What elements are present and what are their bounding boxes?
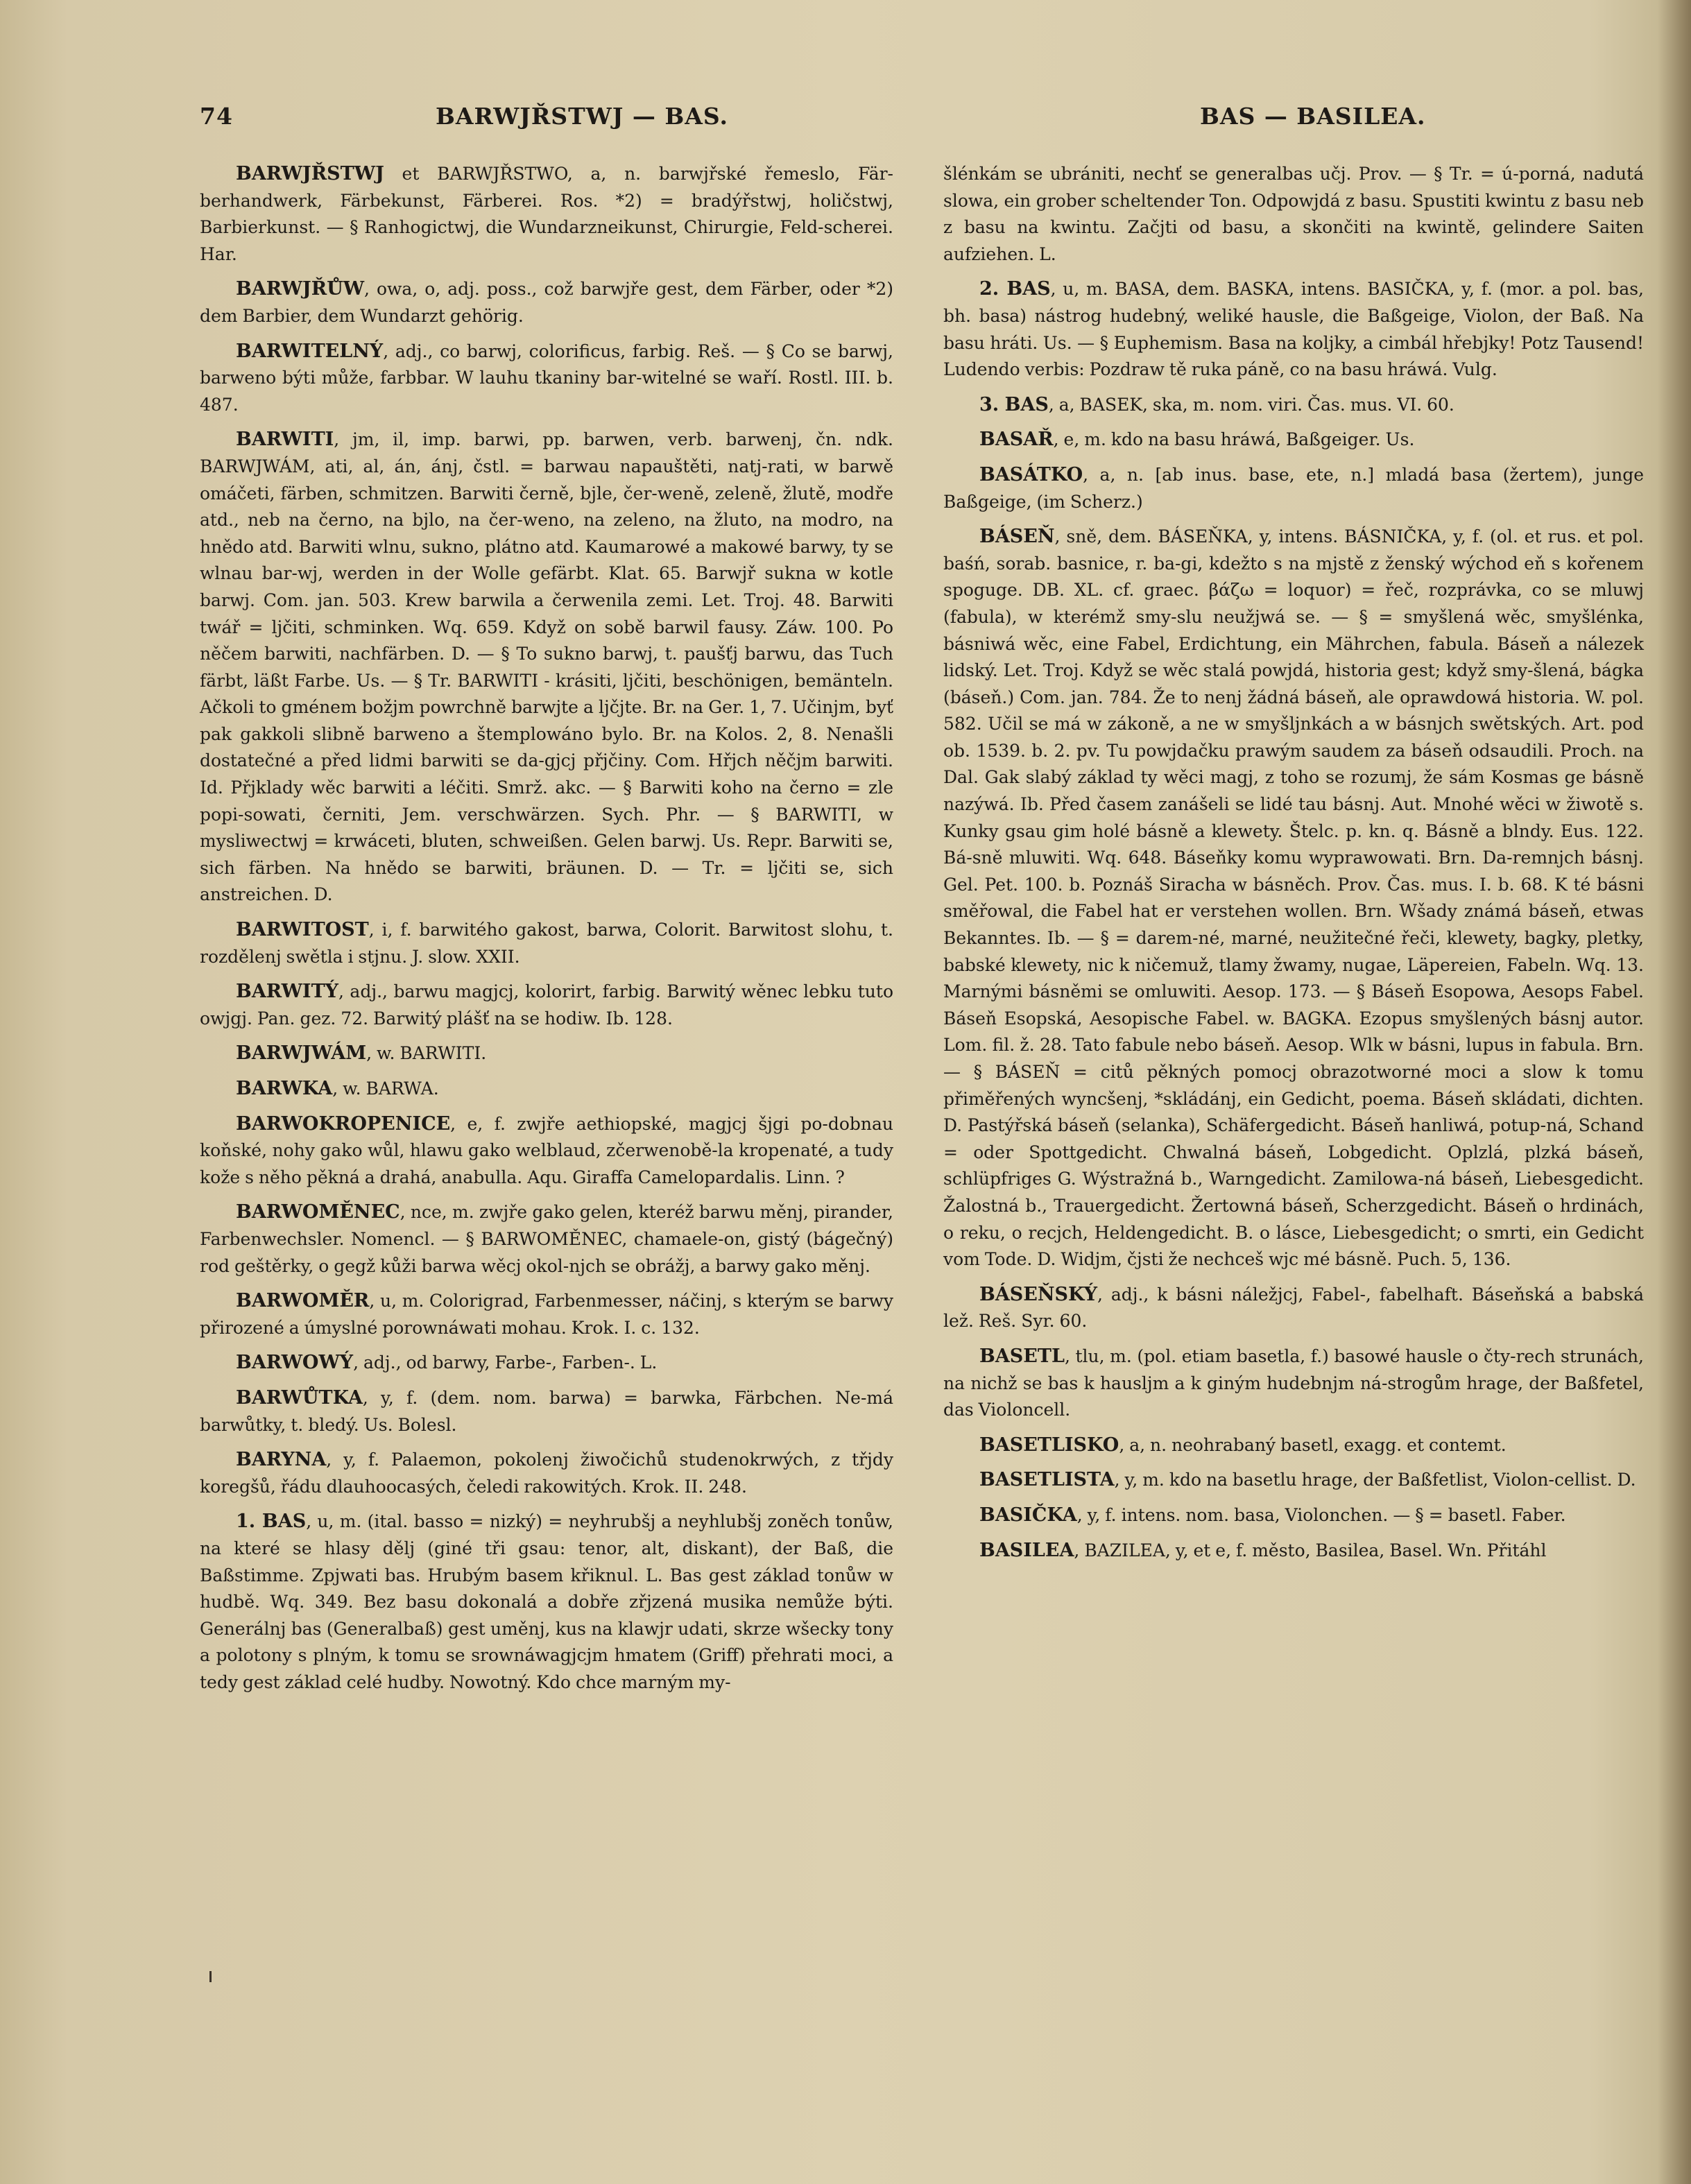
entry-text: , jm, il, imp. barwi, pp. barwen, verb. barwenj, čn. ndk. BARWJWÁM, ati, al, án, ánj, čstl. = barwau napauštěti, natj-rati, w barwě omáčeti, färben, schmitzen. Barwiti černě, bjle, čer-weně, zeleně, žlutě, modře atd., neb na černo, na bjlo, na čer-weno, na zeleno, na žluto, na modro, na hnědo atd. Barwiti wlnu, sukno, plátno atd. Kaumarowé a makowé barwy, ty se wlnau bar-wj, werden in der Wolle gefärbt. Klat. 65. Barwjř sukna w kotle barwj. Com. jan. 503. Krew barwila a čerwenila zemi. Let. Troj. 48. Barwiti twář = ljčiti, schminken. Wq. 659. Když on sobě barwil fausy. Záw. 100. Po něčem barwiti, nachfärben. D. — § To sukno barwj, t. paušťj barwu, das Tuch färbt, läßt Farbe. Us. — § Tr. BARWITI - krásiti, ljčiti, beschönigen, bemänteln. Ačkoli to gménem božjm powrchně barwjte a ljčjte. Br. na Ger. 1, 7. Učinjm, byť pak gakkoli slibně barweno a štemplowáno bylo. Br. na Kolos. 2, 8. Nenašli dostatečné a před lidmi barwiti se da-gjcj přjčiny. Com. Hřjch něčjm barwiti. Id. Přjklady wěc barwiti a léčiti. Smrž. akc. — § Barwiti koho na černo = zle popi-sowati, černiti, Jem. verschwärzen. Sych. Phr. — § BARWITI, w mysliwectwj = krwáceti, bluten, schweißen. Gelen barwj. Us. Repr. Barwiti se, sich färben. Na hnědo se barwiti, bräunen. D. — Tr. = ljčiti se, sich anstreichen. D. xyxy=(200,429,893,905)
entry-text: , tlu, m. (pol. etiam basetla, f.) basowé hausle o čty-rech strunách, na nichž se bas k hausljm a k giným hudebnjm ná-strogům hrage, der Baßfetel, das Violoncell. xyxy=(943,1345,1644,1420)
entry-headword: BÁSEŇSKÝ xyxy=(979,1283,1098,1305)
entry-headword: BARWOMĚR xyxy=(236,1290,370,1312)
entry-headword: BARWJŘSTWJ xyxy=(236,163,384,184)
entry-headword: BARWŮTKA xyxy=(236,1386,363,1409)
entry-text: , y, f. (dem. nom. barwa) = barwka, Färbchen. Ne-má barwůtky, t. bledý. Us. Bolesl. xyxy=(200,1387,893,1435)
left-running-head: BARWJŘSTWJ — BAS. xyxy=(436,103,728,130)
dictionary-entry xyxy=(200,1199,893,1280)
entry-text: , u, m. BASA, dem. BASKA, intens. BASIČKA, y, f. (mor. a pol. bas, bh. basa) nástrog hudebný, weliké hausle, die Baßgeige, Violon, der Baß. Na basu hráti. Us. — § Euphemism. Basa na koljky, a cimbál hřebjky! Potz Tausend! Ludendo verbis: Pozdraw tě ruka páně, co na basu hráwá. Vulg. xyxy=(943,279,1644,380)
left-column xyxy=(200,161,893,1704)
entry-headword: BASAŘ xyxy=(979,429,1054,451)
entry-text: , a, BASEK, ska, m. nom. viri. Čas. mus. VI. 60. xyxy=(1048,394,1454,415)
entry-headword: BARWOKROPENICE xyxy=(236,1112,451,1135)
entry-text: , a, n. [ab inus. base, ete, n.] mladá basa (žertem), junge Baßgeige, (im Scherz.) xyxy=(943,464,1644,512)
entry-text: , adj., barwu magjcj, kolorirt, farbig. Barwitý wěnec lebku tuto owjgj. Pan. gez. 72. Barwitý plášť na se hodiw. Ib. 128. xyxy=(200,981,893,1029)
entry-headword: BASETLISKO xyxy=(979,1434,1119,1456)
dictionary-entry xyxy=(943,1538,1644,1565)
entry-text: , adj., k básni náležjcj, Fabel-, fabelhaft. Báseňská a babská lež. Reš. Syr. 60. xyxy=(943,1284,1644,1332)
dictionary-entry xyxy=(943,392,1644,419)
entry-text: , w. BARWITI. xyxy=(366,1043,487,1064)
entry-headword: BARWJWÁM xyxy=(236,1042,367,1065)
entry-text: , BAZILEA, y, et e, f. město, Basilea, Basel. Wn. Přitáhl xyxy=(1074,1540,1547,1560)
stray-ink-mark xyxy=(209,1971,212,1982)
dictionary-entry xyxy=(200,1385,893,1438)
dictionary-entry xyxy=(200,1076,893,1103)
dictionary-entry xyxy=(943,1282,1644,1335)
entry-headword: BARWITELNÝ xyxy=(236,340,384,362)
dictionary-entry xyxy=(943,1343,1644,1424)
dictionary-entry xyxy=(200,1447,893,1500)
entry-text: , w. BARWA. xyxy=(332,1078,439,1099)
page-number: 74 xyxy=(200,103,233,130)
dictionary-entry xyxy=(943,1432,1644,1459)
dictionary-entry xyxy=(200,338,893,419)
entry-headword: BARWJŘŮW xyxy=(236,278,365,300)
entry-headword: 3. BAS xyxy=(979,393,1049,415)
dictionary-entry xyxy=(200,1350,893,1377)
entry-text: , adj., co barwj, colorificus, farbig. Reš. — § Co se barwj, barweno býti může, farbbar. W lauhu tkaniny bar-witelné se waří. Rostl. III. b. 487. xyxy=(200,341,893,415)
dictionary-entry xyxy=(943,524,1644,1273)
dictionary-entry xyxy=(200,1111,893,1192)
entry-headword: BÁSEŇ xyxy=(979,526,1055,548)
entry-headword: 1. BAS xyxy=(236,1511,307,1533)
entry-text: et BARWJŘSTWO, a, n. barwjřské řemeslo, Fär-berhandwerk, Färbekunst, Färberei. Ros. *2) = bradýřstwj, holičstwj, Barbierkunst. — § Ranhogictwj, die Wundarzneikunst, Chirurgie, Feld-scherei. Har. xyxy=(200,164,893,264)
dictionary-entry xyxy=(200,979,893,1032)
entry-text: , e, f. zwjře aethiopské, magjcj šjgi po-dobnau koňské, nohy gako wůl, hlawu gako welblaud, zčerwenobě-la kropenaté, a tudy kože s něho pěkná a drahá, anabulla. Aqu. Giraffa Camelopardalis. Linn. ? xyxy=(200,1113,893,1187)
dictionary-entry xyxy=(943,161,1644,268)
entry-text: , nce, m. zwjře gako gelen, kteréž barwu měnj, pirander, Farbenwechsler. Nomencl. — § BARWOMĚNEC, chamaele-on, gistý (bágečný) rod geštěrky, o gegž kůži barwa wěcj okol-njch se obrážj, a barwy gako měnj. xyxy=(200,1202,893,1276)
dictionary-entry xyxy=(200,1508,893,1696)
dictionary-entry xyxy=(943,276,1644,383)
entry-text: , sně, dem. BÁSEŇKA, y, intens. BÁSNIČKA, y, f. (ol. et rus. et pol. baśń, sorab. basnice, r. ba-gi, kdežto s na mjstě z ženský wýchod eň s kořenem spoguge. DB. XL. cf. graec. βάζω = loquor) = řeč, rozprávka, co se mluwj (fabula), w kterémž smy-slu neužjwá se. — § = smyšlená wěc, smyšlénka, básniwá wěc, eine Fabel, Erdichtung, ein Mährchen, fabula. Báseň a nálezek lidský. Let. Troj. Když se wěc stalá powjdá, historia gest; když smy-šlená, bágka (báseň.) Com. jan. 784. Že to nenj žádná báseň, ale oprawdowá historia. W. pol. 582. Učil se má w zákoně, a ne w smyšljnkách a w básnjch swětských. Art. pod ob. 1539. b. 2. pv. Tu powjdačku prawým saudem za báseň odsaudili. Proch. na Dal. Gak slabý základ ty wěci magj, z toho se rozumj, že sám Kosmas ge básně nazýwá. Ib. Před časem zanášeli se lidé tau básnj. Aut. Mnohé wěci w žiwotě s. Kunky gsau gim holé básně a klewety. Štelc. p. kn. q. Básně a blndy. Eus. 122. Bá-sně mluwiti. Wq. 648. Báseňky komu wyprawowati. Brn. Da-remnjch básnj. Gel. Pet. 100. b. Poznáš Siracha w básněch. Prov. Čas. mus. I. b. 68. K té básni směřowal, die Fabel hat er verstehen wollen. Brn. Wšady známá báseň, etwas Bekanntes. Ib. — § = darem-né, marné, neužitečné řeči, klewety, bagky, pletky, babské klewety, nic k ničemuž, tlamy žwamy, nugae, Läpereien, Fabeln. Wq. 13. Marnými básněmi se omluwiti. Aesop. 173. — § Báseň Esopowa, Aesops Fabel. Báseň Esopská, Aesopische Fabel. w. BAGKA. Ezopus smyšlených básnj autor. Lom. fil. ž. 28. Tato fabule nebo báseň. Aesop. Wlk w básni, lupus in fabula. Brn. — § BÁSEŇ = citů pěkných pomocj obrazotworné moci a slow k tomu přiměřených wyncšenj, *skládánj, ein Gedicht, poema. Báseň skládati, dichten. D. Pastýřská báseň (selanka), Schäfergedicht. Báseň hanliwá, potup-ná, Schand = oder Spottgedicht. Chwalná báseň, Lobgedicht. Oplzlá, plzká báseň, schlüpfriges G. Wýstražná b., Warngedicht. Zamilowa-ná báseň, Liebesgedicht. Žalostná b., Trauergedicht. Žertowná báseň, Scherzgedicht. Báseň o hrdinách, o reku, o recjch, Heldengedicht. B. o lásce, Liebesgedicht; o smrti, ein Gedicht vom Tode. D. Widjm, čjsti že nechceš wjc mé básně. Puch. 5, 136. xyxy=(943,526,1644,1270)
entry-text: , y, f. intens. nom. basa, Violonchen. — § = basetl. Faber. xyxy=(1076,1504,1566,1525)
entry-text: , y, f. Palaemon, pokolenj žiwočichů studenokrwých, z třjdy koregšů, řádu dlauhoocasých, čeledi rakowitých. Krok. II. 248. xyxy=(200,1450,893,1497)
entry-text: , i, f. barwitého gakost, barwa, Colorit. Barwitost slohu, t. rozdělenj swětla i stjnu. J. slow. XXII. xyxy=(200,920,893,967)
dictionary-entry xyxy=(943,462,1644,515)
entry-headword: 2. BAS xyxy=(979,278,1051,300)
entry-headword: BASILEA xyxy=(979,1539,1074,1561)
entry-headword: BASETL xyxy=(979,1345,1065,1367)
dictionary-entry xyxy=(943,1467,1644,1494)
entry-text: , y, m. kdo na basetlu hrage, der Baßfetlist, Violon-cellist. D. xyxy=(1114,1470,1636,1490)
dictionary-entry xyxy=(200,1040,893,1067)
entry-headword: BARWITÝ xyxy=(236,981,338,1003)
right-column xyxy=(943,161,1644,1572)
entry-headword: BASÁTKO xyxy=(979,463,1083,485)
right-running-head: BAS — BASILEA. xyxy=(1200,103,1426,130)
entry-headword: BARWOWÝ xyxy=(236,1352,354,1374)
entry-text: , e, m. kdo na basu hráwá, Baßgeiger. Us. xyxy=(1053,429,1415,450)
entry-headword: BARWITOST xyxy=(236,919,369,941)
dictionary-entry xyxy=(943,427,1644,454)
entry-headword: BARWOMĚNEC xyxy=(236,1201,400,1223)
entry-text: , adj., od barwy, Farbe-, Farben-. L. xyxy=(353,1352,658,1373)
entry-text: , a, n. neohrabaný basetl, exagg. et contemt. xyxy=(1119,1434,1507,1455)
entry-headword: BASETLISTA xyxy=(979,1469,1115,1491)
entry-headword: BASIČKA xyxy=(979,1504,1077,1526)
entry-text: , u, m. Colorigrad, Farbenmesser, náčinj, s kterým se barwy přirozené a úmyslné porownáwati mohau. Krok. I. c. 132. xyxy=(200,1291,893,1338)
entry-text: , owa, o, adj. poss., což barwjře gest, dem Färber, oder *2) dem Barbier, dem Wundarzt gehörig. xyxy=(200,279,893,326)
dictionary-entry xyxy=(200,276,893,329)
dictionary-entry xyxy=(943,1502,1644,1529)
dictionary-entry xyxy=(200,917,893,970)
entry-headword: BARWITI xyxy=(236,429,334,451)
entry-text: , u, m. (ital. basso = nizký) = neyhrubšj a neyhlubšj zoněch tonůw, na které se hlasy dělj (giné tři gsau: tenor, alt, diskant), der Baß, die Baßstimme. Zpjwati bas. Hrubým basem křiknul. L. Bas gest základ tonůw w hudbě. Wq. 349. Bez basu dokonalá a dobře zřjzená musika nemůže býti. Generálnj bas (Generalbaß) gest uměnj, kus na klawjr udati, skrze wšecky tony a polotony s plným, k tomu se srownáwagjcjm hmatem (Griff) přehrati moci, a tedy gest základ celé hudby. Nowotný. Kdo chce marným my- xyxy=(200,1511,893,1692)
binding-shadow xyxy=(1658,0,1691,2184)
dictionary-entry xyxy=(200,161,893,268)
entry-text: šlénkám se ubrániti, nechť se generalbas učj. Prov. — § Tr. = ú-porná, nadutá slowa, ein grober scheltender Ton. Odpowjdá z basu. Spustiti kwintu z basu neb z basu na kwintu. Začjti od basu, a skončiti na kwintě, gelindere Saiten aufziehen. L. xyxy=(943,164,1644,264)
dictionary-entry xyxy=(200,427,893,909)
entry-headword: BARWKA xyxy=(236,1078,333,1099)
dictionary-entry xyxy=(200,1288,893,1341)
entry-headword: BARYNA xyxy=(236,1449,327,1471)
